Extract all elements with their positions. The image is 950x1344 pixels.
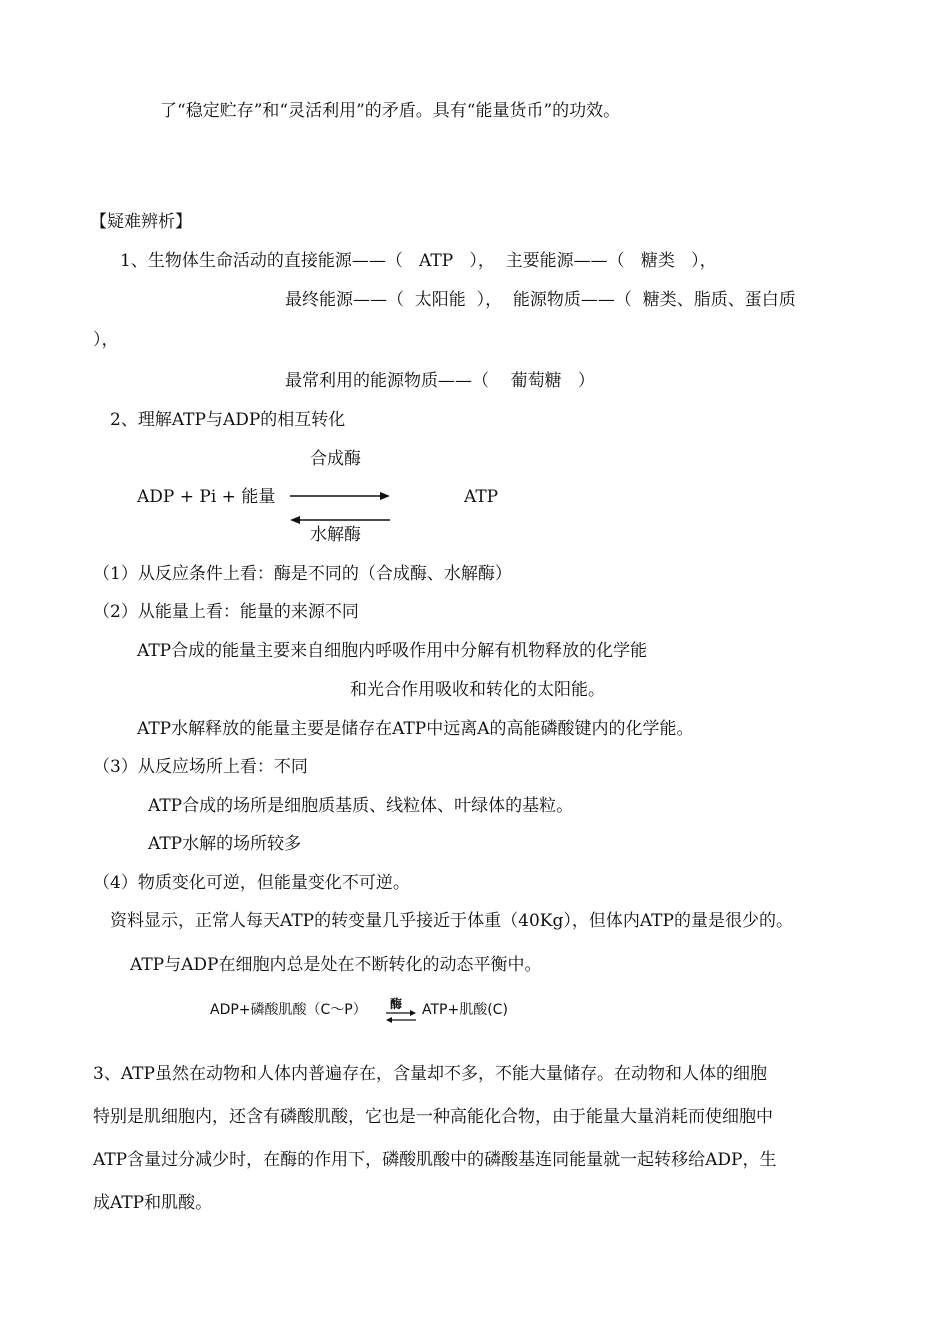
item3-line1: 3、ATP虽然在动物和人体内普遍存在，含量却不多，不能大量储存。在动物和人体的细胞: [93, 1064, 767, 1084]
point-4: （4）物质变化可逆，但能量变化不可逆。: [93, 873, 410, 893]
equation2-right: ATP+肌酸(C): [422, 1002, 508, 1018]
equation-left: ADP + Pi + 能量: [137, 487, 276, 507]
item1-line2: 最终能源——（ 太阳能 ）， 能源物质——（ 糖类、脂质、蛋白质: [285, 290, 796, 310]
point-6: ATP与ADP在细胞内总是处在不断转化的动态平衡中。: [130, 955, 542, 975]
equation-right: ATP: [464, 487, 499, 507]
equation2-enzyme: 酶: [390, 997, 403, 1011]
point-2: （2）从能量上看：能量的来源不同: [93, 602, 359, 622]
item1-line4: 最常利用的能源物质——（ 葡萄糖 ）: [285, 371, 595, 391]
point-3b: ATP水解的场所较多: [148, 834, 302, 854]
equation2-arrows: [384, 1010, 418, 1024]
point-2c: ATP水解释放的能量主要是储存在ATP中远离A的高能磷酸键内的化学能。: [137, 719, 694, 739]
item2-title: 2、理解ATP与ADP的相互转化: [110, 410, 346, 430]
point-5: 资料显示，正常人每天ATP的转变量几乎接近于体重（40Kg），但体内ATP的量是很少的。: [110, 911, 793, 931]
point-3: （3）从反应场所上看：不同: [93, 757, 308, 777]
intro-line: 了“稳定贮存”和“灵活利用”的矛盾。具有“能量货币”的功效。: [160, 101, 621, 121]
synthase-label: 合成酶: [310, 449, 361, 469]
point-2b: 和光合作用吸收和转化的太阳能。: [350, 680, 605, 700]
section-title: 【疑难辨析】: [90, 212, 192, 232]
item3-line2: 特别是肌细胞内，还含有磷酸肌酸，它也是一种高能化合物，由于能量大量消耗而使细胞中: [93, 1107, 773, 1127]
point-1: （1）从反应条件上看：酶是不同的（合成酶、水解酶）: [93, 564, 512, 584]
item3-line3: ATP含量过分减少时，在酶的作用下，磷酸肌酸中的磷酸基连同能量就一起转移给ADP，生: [93, 1150, 777, 1170]
item3-line4: 成ATP和肌酸。: [93, 1193, 213, 1213]
reaction-arrows: [286, 486, 396, 526]
item1-line3: ），: [93, 330, 119, 350]
hydrolase-label: 水解酶: [310, 525, 361, 545]
item1-line1: 1、生物体生命活动的直接能源——（ ATP ）， 主要能源——（ 糖类 ），: [120, 251, 717, 271]
point-2a: ATP合成的能量主要来自细胞内呼吸作用中分解有机物释放的化学能: [137, 641, 648, 661]
point-3a: ATP合成的场所是细胞质基质、线粒体、叶绿体的基粒。: [148, 796, 574, 816]
equation2-left: ADP+磷酸肌酸（C～P）: [210, 1002, 367, 1018]
